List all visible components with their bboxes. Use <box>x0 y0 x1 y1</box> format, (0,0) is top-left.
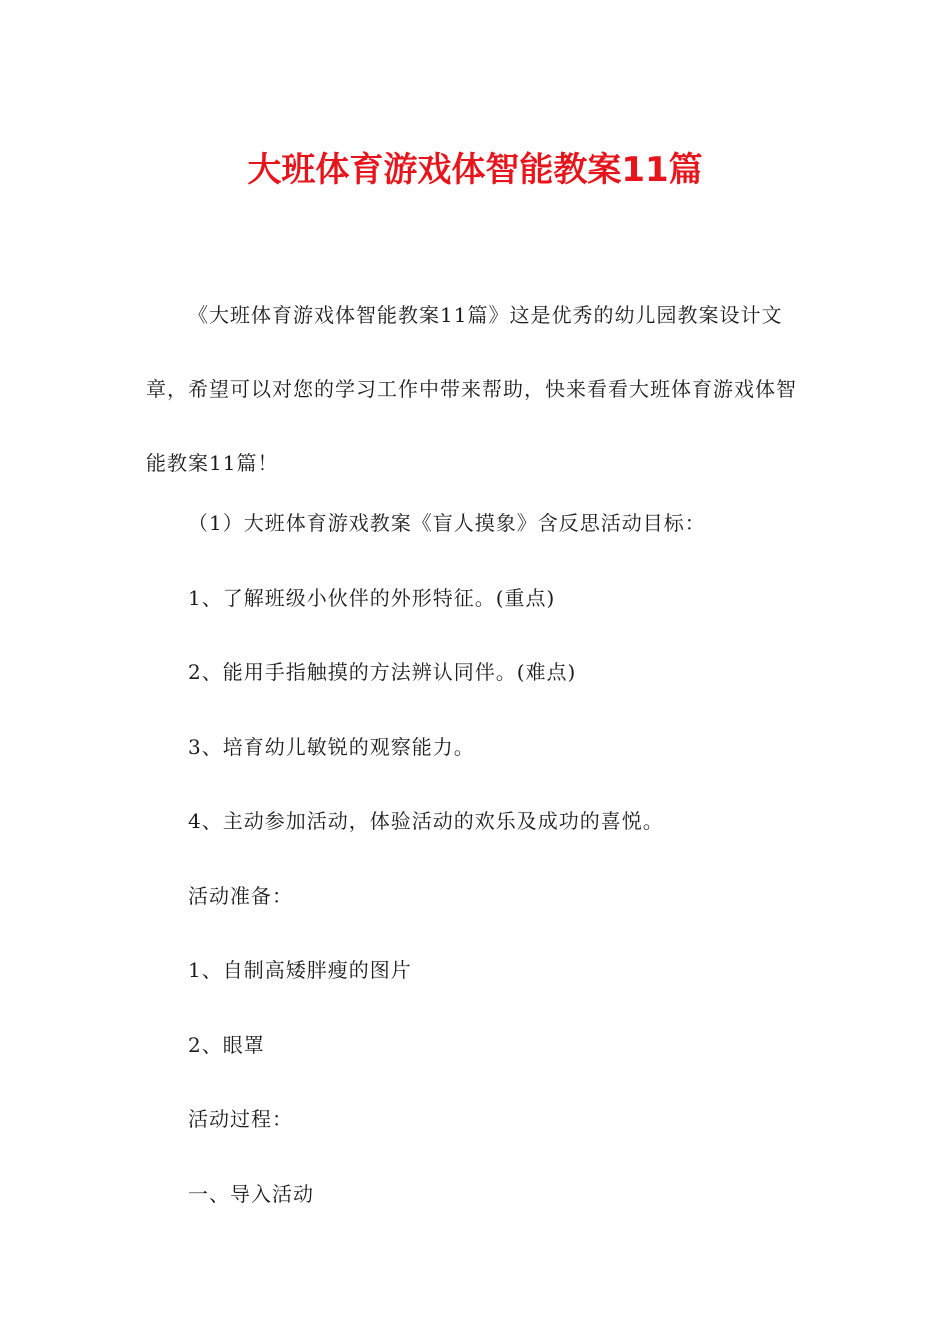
goal-item-4: 4、主动参加活动，体验活动的欢乐及成功的喜悦。 <box>188 809 664 833</box>
section-heading-activity-goals: （1）大班体育游戏教案《盲人摸象》含反思活动目标： <box>188 511 706 535</box>
intro-paragraph: 《大班体育游戏体智能教案11篇》这是优秀的幼儿园教案设计文章，希望可以对您的学习工作中带来帮助，快来看看大班体育游戏体智能教案11篇！ <box>146 303 797 475</box>
process-step-1: 一、导入活动 <box>188 1182 314 1206</box>
preparation-item-2: 2、眼罩 <box>188 1033 265 1057</box>
goal-item-3: 3、培育幼儿敏锐的观察能力。 <box>188 735 475 759</box>
goal-item-2: 2、能用手指触摸的方法辨认同伴。(难点) <box>188 660 577 684</box>
preparation-item-1: 1、自制高矮胖瘦的图片 <box>188 958 412 982</box>
section-heading-process: 活动过程： <box>188 1107 293 1131</box>
section-heading-preparation: 活动准备： <box>188 884 293 908</box>
goal-item-1: 1、了解班级小伙伴的外形特征。(重点) <box>188 586 556 610</box>
document-title: 大班体育游戏体智能教案11篇 <box>247 150 703 190</box>
